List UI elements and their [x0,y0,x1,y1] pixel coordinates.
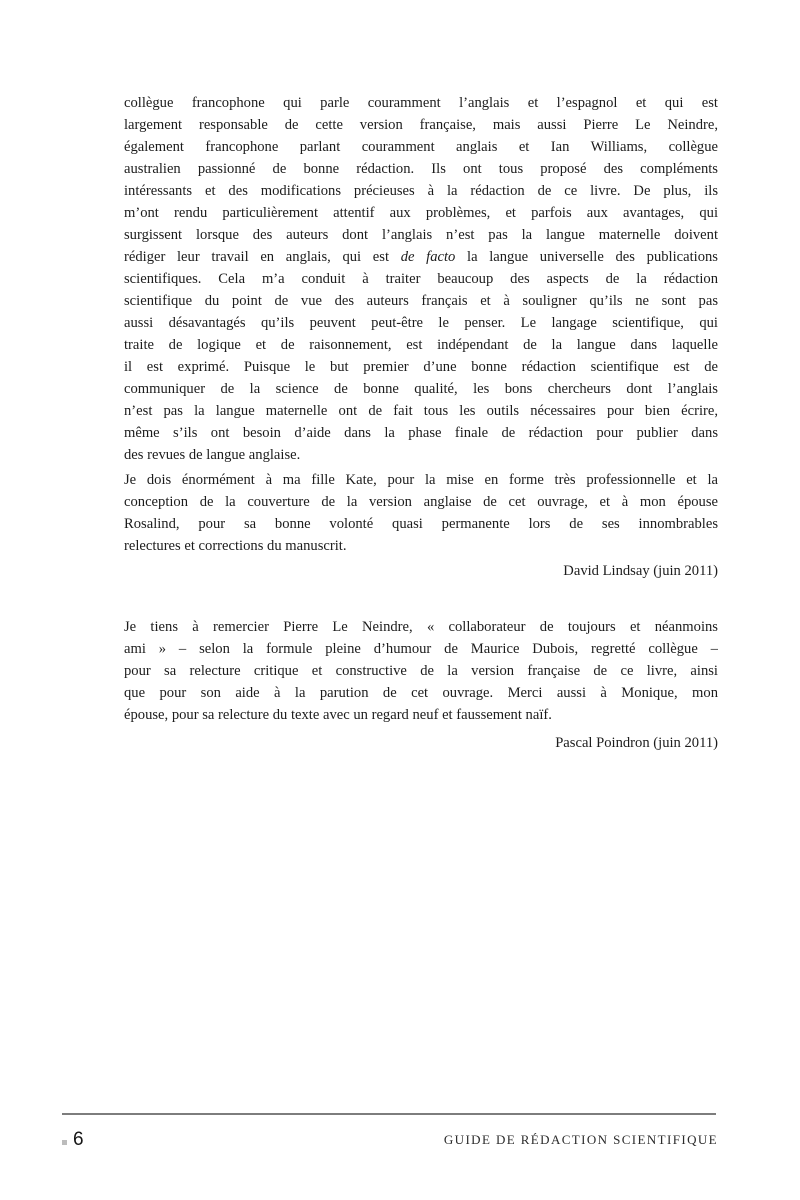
text-line: scientifiques. Cela m’a conduit à traiter beaucoup des aspects de la rédaction [124,271,718,287]
text-line: intéressants et des modifications précieuses à la rédaction de ce livre. De plus, ils [124,183,718,199]
text-line: pour sa relecture critique et constructive de la version française de ce livre, ainsi [124,663,718,679]
text-line: même s’ils ont besoin d’aide dans la phase finale de rédaction pour publier dans [124,425,718,441]
text-line: m’ont rendu particulièrement attentif aux problèmes, et parfois aux avantages, qui [124,205,718,221]
text-line: rédiger leur travail en anglais, qui est de facto la langue universelle des publications [124,249,718,265]
text-line: scientifique du point de vue des auteurs français et à souligner qu’ils ne sont pas [124,293,718,309]
text-line: aussi désavantagés qu’ils peuvent peut-être le penser. Le langage scientifique, qui [124,315,718,331]
text-line: australien passionné de bonne rédaction. Ils ont tous proposé des compléments [124,161,718,177]
text-line: collègue francophone qui parle couramment l’anglais et l’espagnol et qui est [124,95,718,111]
text-line: conception de la couverture de la version anglaise de cet ouvrage, et à mon épouse [124,494,718,510]
folio-dot-icon [62,1140,67,1145]
body-paragraph-acknowledgement-kate-rosalind [124,469,718,557]
signature-david-lindsay: David Lindsay (juin 2011) [563,563,718,579]
text-line: il est exprimé. Puisque le but premier d’une bonne rédaction scientifique est de [124,359,718,375]
text-line: que pour son aide à la parution de cet ouvrage. Merci aussi à Monique, mon [124,685,718,701]
text-line: traite de logique et de raisonnement, est indépendant de la langue dans laquelle [124,337,718,353]
italic-phrase: de facto [400,249,456,265]
text-line: épouse, pour sa relecture du texte avec un regard neuf et faussement naïf. [124,707,552,723]
body-paragraph-continuation [124,92,718,466]
page-number: 6 [73,1129,84,1150]
text-line: n’est pas la langue maternelle ont de fait tous les outils nécessaires pour bien écrire, [124,403,718,419]
footer-row [62,1129,718,1151]
text-line: communiquer de la science de bonne qualité, les bons chercheurs dont l’anglais [124,381,718,397]
signature-pascal-poindron: Pascal Poindron (juin 2011) [555,735,718,751]
text-line: relectures et corrections du manuscrit. [124,538,347,554]
text-line: également francophone parlant couramment anglais et Ian Williams, collègue [124,139,718,155]
text-line: ami » – selon la formule pleine d’humour de Maurice Dubois, regretté collègue – [124,641,718,657]
text-line: des revues de langue anglaise. [124,447,301,463]
text-line: largement responsable de cette version française, mais aussi Pierre Le Neindre, [124,117,718,133]
body-paragraph-acknowledgement-le-neindre-monique [124,616,718,726]
text-line: Rosalind, pour sa bonne volonté quasi permanente lors de ses innombrables [124,516,718,532]
footer-rule [62,1113,716,1115]
text-line: Je tiens à remercier Pierre Le Neindre, « collaborateur de toujours et néanmoins [124,619,718,635]
text-line: Je dois énormément à ma fille Kate, pour la mise en forme très professionnelle et la [124,472,718,488]
running-title: GUIDE DE RÉDACTION SCIENTIFIQUE [443,1132,718,1147]
text-line: surgissent lorsque des auteurs dont l’anglais n’est pas la langue maternelle doivent [124,227,718,243]
page-body [124,92,718,754]
